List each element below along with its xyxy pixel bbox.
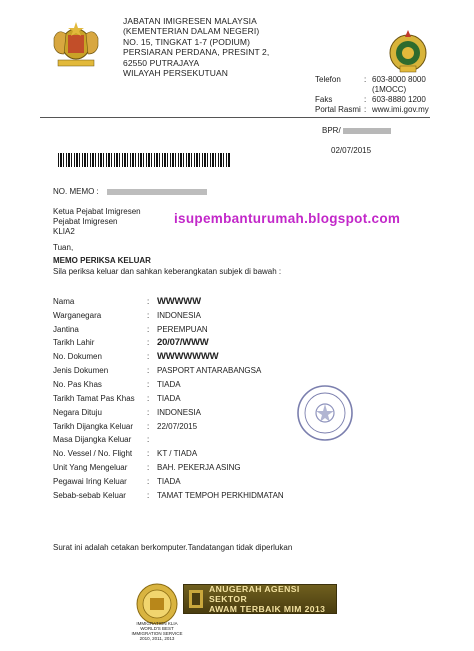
field-label: Jantina: [53, 324, 79, 334]
bpr-label: BPR/: [322, 126, 341, 135]
field-row: Unit Yang Mengeluar : BAH. PEKERJA ASING: [53, 463, 241, 473]
field-label: No. Vessel / No. Flight: [53, 449, 133, 459]
field-row: No. Vessel / No. Flight : KT / TIADA: [53, 449, 198, 459]
field-row: Jantina : PEREMPUAN: [53, 324, 208, 334]
immigration-logo-icon: [386, 28, 430, 78]
phone-label: Telefon: [315, 75, 341, 84]
field-row: Sebab-sebab Keluar : TAMAT TEMPOH PERKHIDMATAN: [53, 490, 284, 500]
field-value: 22/07/2015: [157, 421, 198, 431]
field-label: No. Pas Khas: [53, 379, 102, 389]
award-banner: [183, 584, 337, 614]
field-value: TIADA: [157, 393, 181, 403]
field-value: PEREMPUAN: [157, 324, 208, 334]
header-line: JABATAN IMIGRESEN MALAYSIA: [123, 16, 257, 26]
field-row: Pegawai Iring Keluar : TIADA: [53, 476, 181, 486]
field-row: Masa Dijangka Keluar :: [53, 435, 150, 445]
field-value: INDONESIA: [157, 407, 202, 417]
field-label: Sebab-sebab Keluar: [53, 490, 126, 500]
field-value: WWWWW: [157, 295, 201, 307]
addressee-line: Pejabat Imigresen: [53, 217, 118, 226]
field-row: No. Pas Khas : TIADA: [53, 379, 181, 389]
official-stamp-icon: [296, 384, 354, 442]
department-header: [123, 16, 343, 78]
field-label: Tarikh Tamat Pas Khas: [53, 393, 135, 403]
redacted-block: [107, 189, 207, 195]
letter-date: 02/07/2015: [331, 146, 372, 155]
field-value: INDONESIA: [157, 310, 202, 320]
portal-value: www.imi.gov.my: [372, 105, 429, 114]
badge-caption-line: IMMIGRATION SERVICE: [131, 631, 183, 636]
memo-intro: Sila periksa keluar dan sahkan keberangkatan subjek di bawah :: [53, 267, 282, 276]
bpr-reference: [322, 126, 391, 136]
addressee: [53, 207, 141, 237]
field-label: Pegawai Iring Keluar: [53, 476, 127, 486]
field-value: TIADA: [157, 476, 181, 486]
field-label: Tarikh Dijangka Keluar: [53, 421, 134, 431]
contact-info: Telefon : 603-8000 8000 (1MOCC) Faks : 603-8880 1200 Portal Rasmi : www.imi.gov.my: [315, 75, 429, 114]
field-value: BAH. PEKERJA ASING: [157, 463, 241, 473]
award-line: ANUGERAH AGENSI SEKTOR: [209, 584, 300, 604]
badge-caption-line: 2010, 2011, 2013: [139, 636, 175, 641]
field-label: Tarikh Lahir: [53, 338, 95, 348]
header-line: WILAYAH PERSEKUTUAN: [123, 68, 229, 79]
award-text: [209, 584, 336, 614]
blog-watermark: isupembanturumah.blogspot.com: [174, 211, 401, 226]
field-label: No. Dokumen: [53, 352, 102, 362]
header-line: NO. 15, TINGKAT 1-7 (PODIUM): [123, 36, 251, 47]
header-divider: [40, 117, 430, 118]
field-label: Negara Dituju: [53, 407, 102, 417]
national-crest-icon: [48, 20, 104, 70]
field-label: Warganegara: [53, 310, 102, 320]
field-label: Masa Dijangka Keluar: [53, 435, 132, 445]
field-row: Tarikh Dijangka Keluar : 22/07/2015: [53, 421, 198, 431]
phone-value: 603-8000 8000: [372, 75, 426, 84]
field-label: Nama: [53, 296, 75, 306]
field-value: WWWWWWW: [157, 351, 219, 363]
field-value: TAMAT TEMPOH PERKHIDMATAN: [157, 490, 284, 500]
field-label: Jenis Dokumen: [53, 366, 109, 376]
field-row: Negara Dituju : INDONESIA: [53, 407, 202, 417]
award-logo-icon: [187, 588, 205, 610]
fax-label: Faks: [315, 95, 333, 104]
field-label: Unit Yang Mengeluar: [53, 463, 128, 473]
field-row: Jenis Dokumen : PASPORT ANTARABANGSA: [53, 366, 262, 376]
header-line: PERSIARAN PERDANA, PRESINT 2,: [123, 47, 270, 58]
portal-label: Portal Rasmi: [315, 105, 361, 114]
badge-caption-line: IMMIGRATION KLIA: [136, 621, 178, 626]
badge-caption: [122, 621, 192, 641]
redacted-block: [343, 128, 391, 134]
award-badge-icon: [135, 582, 179, 626]
memo-subject: MEMO PERIKSA KELUAR: [53, 256, 151, 265]
field-value: 20/07/WWW: [157, 337, 209, 349]
subject-details: [53, 295, 284, 503]
addressee-line: KLIA2: [53, 227, 75, 236]
field-row: Tarikh Tamat Pas Khas : TIADA: [53, 393, 181, 403]
fax-value: 603-8880 1200: [372, 95, 426, 104]
field-row: Nama : WWWWW: [53, 295, 201, 307]
phone-value-2: (1MOCC): [372, 85, 407, 94]
field-value: KT / TIADA: [157, 449, 198, 459]
salutation: Tuan,: [53, 243, 74, 252]
footer-note: Surat ini adalah cetakan berkomputer.Tandatangan tidak diperlukan: [53, 543, 293, 552]
field-value: PASPORT ANTARABANGSA: [157, 366, 262, 376]
addressee-line: Ketua Pejabat Imigresen: [53, 207, 141, 216]
field-row: No. Dokumen : WWWWWWW: [53, 351, 219, 363]
field-value: TIADA: [157, 379, 181, 389]
field-row: Warganegara : INDONESIA: [53, 310, 202, 320]
memo-label: NO. MEMO :: [53, 187, 99, 196]
barcode: [58, 153, 230, 167]
memo-number: [53, 187, 207, 197]
header-line: (KEMENTERIAN DALAM NEGERI): [123, 26, 260, 37]
field-row: Tarikh Lahir : 20/07/WWW: [53, 337, 209, 349]
header-line: 62550 PUTRAJAYA: [123, 57, 200, 68]
badge-caption-line: WORLD'S BEST: [140, 626, 174, 631]
award-line: AWAM TERBAIK MIM 2013: [209, 604, 326, 614]
